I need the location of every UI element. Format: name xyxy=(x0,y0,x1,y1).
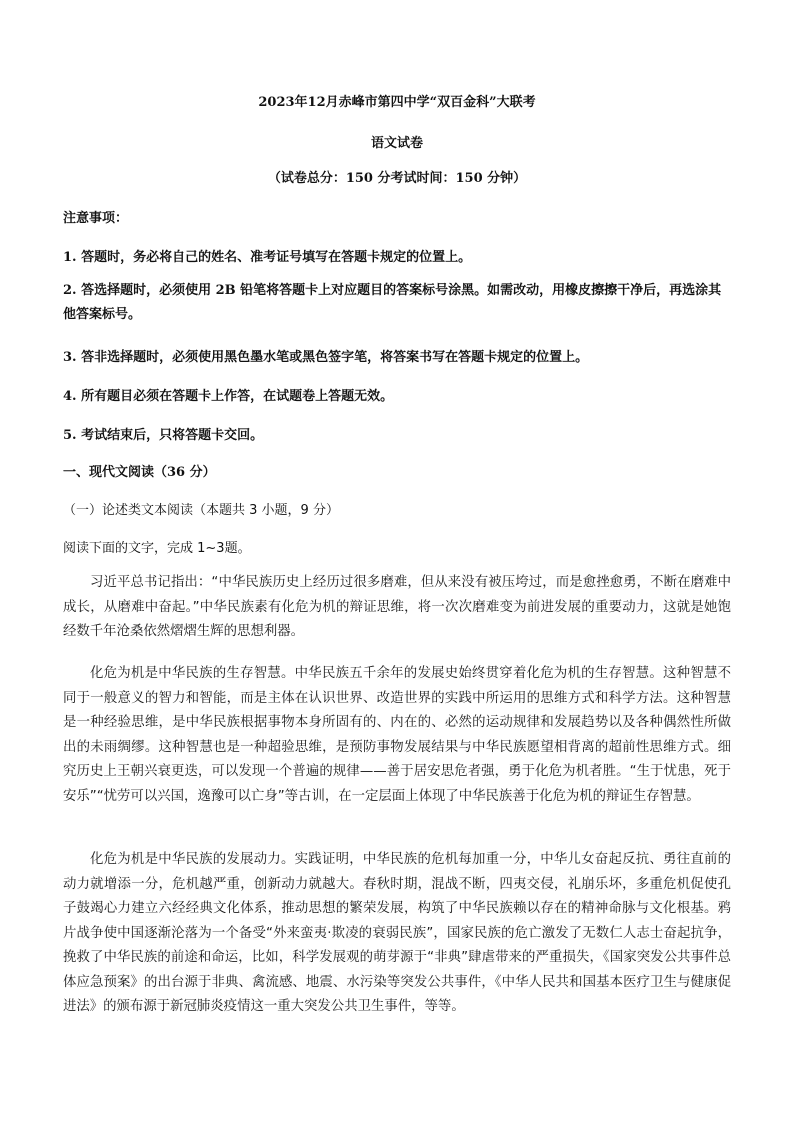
notice-item-3: 3. 答非选择题时，必须使用黑色墨水笔或黑色签字笔，将答案书写在答题卡规定的位置上。 xyxy=(63,350,589,365)
notice-item-1: 1. 答题时，务必将自己的姓名、准考证号填写在答题卡规定的位置上。 xyxy=(63,250,472,265)
passage-paragraph-3: 化危为机是中华民族的发展动力。实践证明，中华民族的危机每加重一分，中华儿女奋起反抗、勇往直前的动力就增添一分，危机越严重，创新动力就越大。春秋时期，混战不断，四夷交侵，礼崩乐坏，多重危机促使孔子鼓竭心力建立六经经典文化体系，推动思想的繁荣发展，构筑了中华民族赖以存在的精神命脉与文化根基。鸦片战争使中国逐渐沦落为一个备受“外来蛮夷·欺凌的衰弱民族”，国家民族的危亡激发了无数仁人志士奋起抗争，挽救了中华民族的前途和命运，比如，科学发展观的萌芽源于“非典”肆虐带来的严重损失，《国家突发公共事件总体应急预案》的出台源于非典、禽流感、地震、水污染等突发公共事件，《中华人民共和国基本医疗卫生与健康促进法》的颁布源于新冠肺炎疫情这一重大突发公共卫生事件，等等。 xyxy=(63,852,731,1014)
exam-title: 2023年12月赤峰市第四中学“双百金科”大联考 xyxy=(258,95,536,110)
section-heading: 一、现代文阅读（36 分） xyxy=(63,465,216,480)
subject-title: 语文试卷 xyxy=(370,136,423,151)
reading-instruction: 阅读下面的文字，完成 1~3题。 xyxy=(63,541,251,556)
section-subheading: （一）论述类文本阅读（本题共 3 小题，9 分） xyxy=(63,503,339,518)
notice-item-5: 5. 考试结束后，只将答题卡交回。 xyxy=(63,428,264,443)
notice-item-4: 4. 所有题目必须在答题卡上作答，在试题卷上答题无效。 xyxy=(63,389,394,404)
passage-paragraph-2: 化危为机是中华民族的生存智慧。中华民族五千余年的发展史始终贯穿着化危为机的生存智慧。这种智慧不同于一般意义的智力和智能，而是主体在认识世界、改造世界的实践中所运用的思维方式和科学方法。这种智慧是一种经验思维，是中华民族根据事物本身所固有的、内在的、必然的运动规律和发展趋势以及各种偶然性所做出的未雨绸缪。这种智慧也是一种超验思维，是预防事物发展结果与中华民族愿望相背离的超前性思维方式。细究历史上王朝兴衰更迭，可以发现一个普遍的规律——善于居安思危者强，勇于化危为机者胜。“生于忧患，死于安乐”“忧劳可以兴国，逸豫可以亡身”等古训，在一定层面上体现了中华民族善于化危为机的辩证生存智慧。 xyxy=(63,666,731,804)
notice-heading: 注意事项： xyxy=(63,211,129,226)
exam-info: （试卷总分：150 分考试时间：150 分钟） xyxy=(267,171,527,186)
notice-item-2: 2. 答选择题时，必须使用 2B 铅笔将答题卡上对应题目的答案标号涂黑。如需改动，用橡皮擦擦干净后，再选涂其他答案标号。 xyxy=(63,283,722,322)
passage-paragraph-1: 习近平总书记指出：“中华民族历史上经历过很多磨难，但从来没有被压垮过，而是愈挫愈勇，不断在磨难中成长，从磨难中奋起。”中华民族素有化危为机的辩证思维，将一次次磨难变为前进发展的重要动力，这就是她饱经数千年沧桑依然熠熠生辉的思想利器。 xyxy=(63,575,731,639)
